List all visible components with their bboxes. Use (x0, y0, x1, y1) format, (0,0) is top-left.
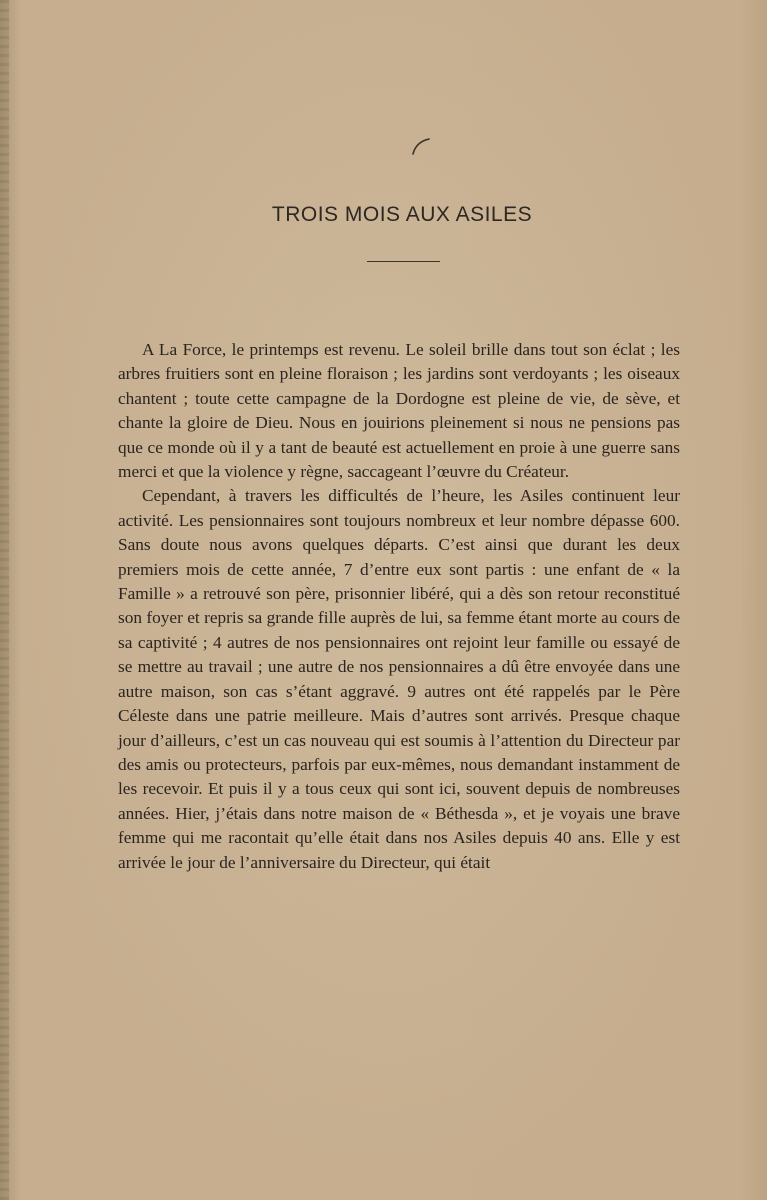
page-title: TROIS MOIS AUX ASILES (271, 203, 533, 226)
title-divider (367, 261, 440, 262)
paragraph-2: Cependant, à travers les difficultés de l’heure, les Asiles continuent leur activité. Les pensionnaires sont toujours nombreux et leur nombre dépasse 600. Sans doute nous avons quelques départs. C’est ainsi que durant les deux premiers mois de cette année, 7 d’entre eux sont partis : une enfant de « la Famille » a retrouvé son père, prisonnier libéré, qui a dès son retour reconstitué son foyer et repris sa grande fille auprès de lui, sa femme étant morte au cours de sa captivité ; 4 autres de nos pensionnaires ont rejoint leur famille ou essayé de se mettre au travail ; une autre de nos pensionnaires a dû être envoyée dans une autre maison, son cas s’étant aggravé. 9 autres ont été rappelés par le Père Céleste dans une patrie meilleure. Mais d’autres sont arrivés. Presque chaque jour d’ailleurs, c’est un cas nouveau qui est soumis à l’attention du Directeur par des amis ou protecteurs, parfois par eux-mêmes, nous demandant instamment de les recevoir. Et puis il y a tous ceux qui sont ici, souvent depuis de nombreuses années. Hier, j’étais dans notre maison de « Béthesda », et je voyais une brave femme qui me racontait qu’elle était dans nos Asiles depuis 40 ans. Elle y est arrivée le jour de l’anniversaire du Directeur, qui était (118, 486, 680, 872)
page-binding-edge (0, 0, 9, 1200)
pencil-mark-icon (410, 134, 434, 158)
body-text (118, 338, 680, 875)
paragraph-1: A La Force, le printemps est revenu. Le soleil brille dans tout son éclat ; les arbres fruitiers sont en pleine floraison ; les jardins sont verdoyants ; les oiseaux chantent ; toute cette campagne de la Dordogne est pleine de vie, de sève, et chante la gloire de Dieu. Nous en jouirions pleinement si nous ne pensions pas que ce monde où il y a tant de beauté est actuellement en proie à une guerre sans merci et que la violence y règne, saccageant l’œuvre du Créateur. (118, 340, 680, 482)
